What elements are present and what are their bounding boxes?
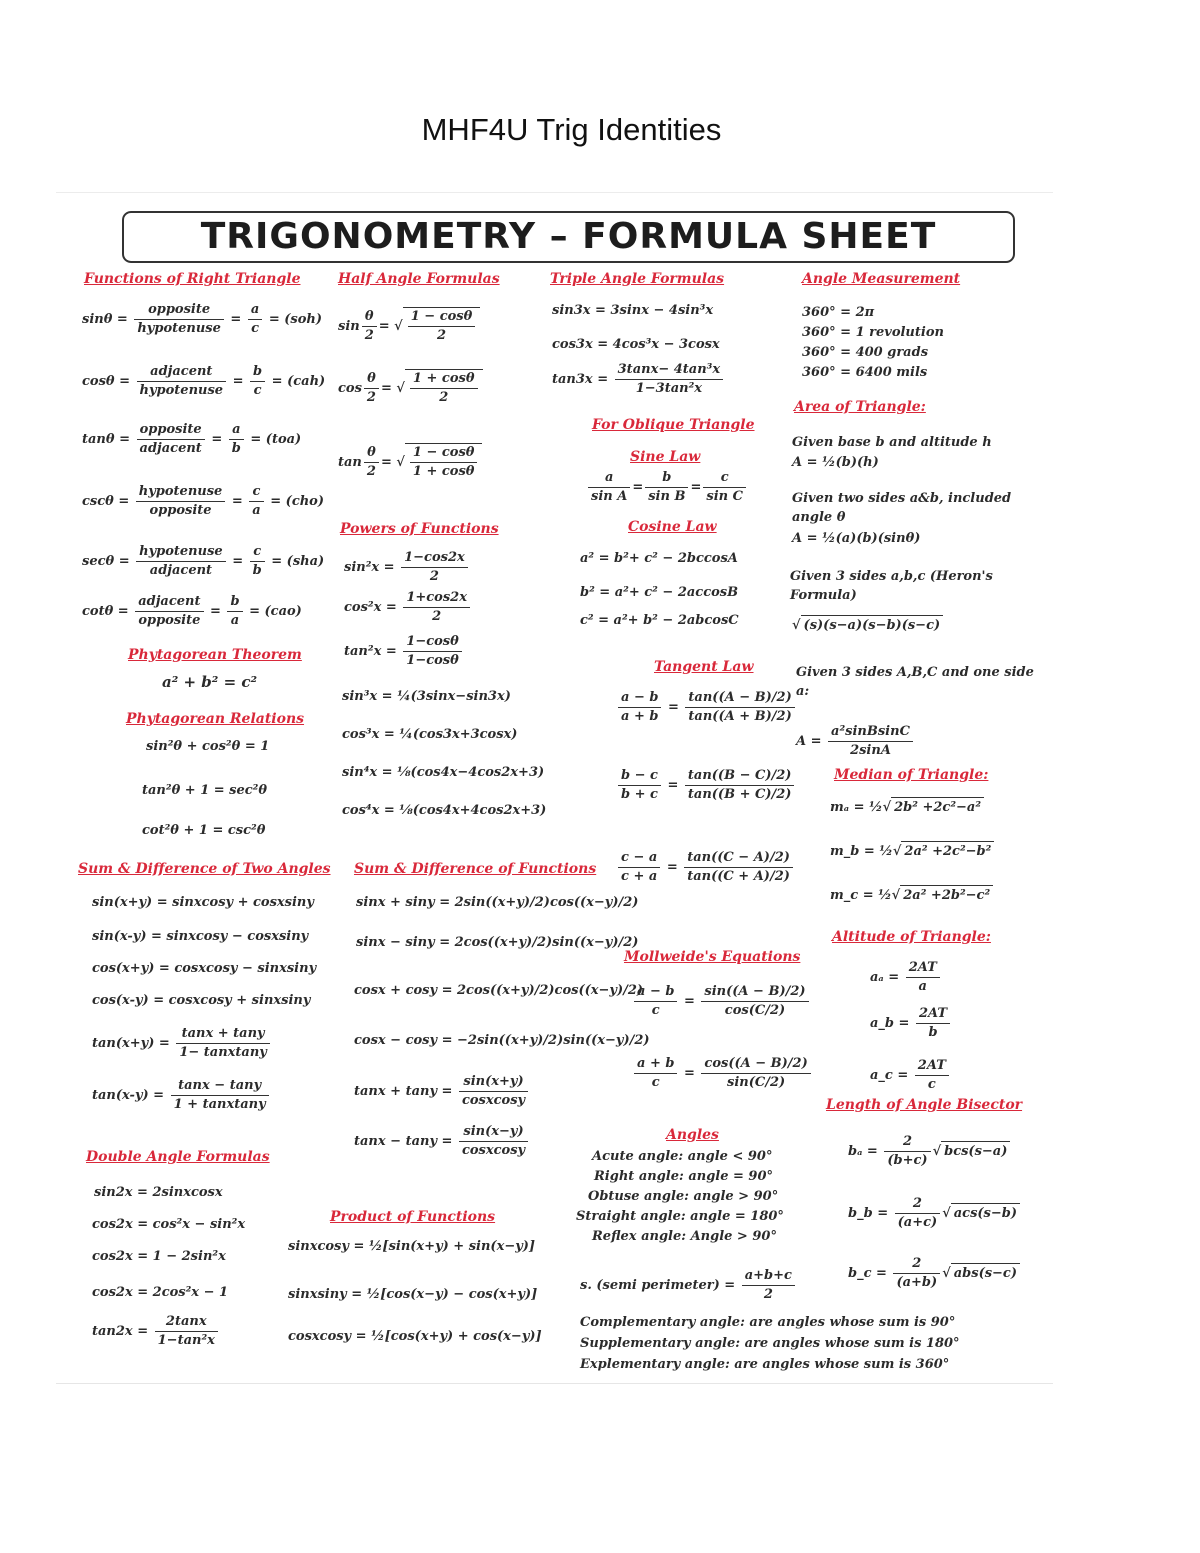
heading-angle-bisector: Length of Angle Bisector [826,1097,1023,1113]
tan-sum-formula: tan(x+y) = $\frac{\tan x + \tan y}{\text{1− tanxtany}}$ [92,1025,272,1062]
heading-oblique-triangle: For Oblique Triangle [592,417,755,433]
altitude-row: a_c = $\frac{2AT}{c}$ [870,1057,951,1094]
heading-sine-law: Sine Law [630,449,701,465]
double-angle-item: sin2x = 2sinxcosx [94,1185,223,1200]
angle-type: Right angle: angle = 90° [594,1169,774,1184]
tan2x-formula: tan2x = $\frac{2\tan x}{\text{1−tan²x}}$ [92,1313,220,1350]
formula-sheet-image [56,192,1053,1384]
complementary-angle: Complementary angle: are angles whose sum is 90° [580,1315,956,1330]
sheet-banner: TRIGONOMETRY – FORMULA SHEET [122,211,1015,263]
right-triangle-row: cosθ = $\frac{\text{adjacent}}{\text{hypotenuse}}$ = $\frac{b}{c}$ = (cah) [82,364,326,398]
pythagorean-theorem-formula: a² + b² = c² [162,673,258,691]
power-row: cos²x = $\frac{1+\cos 2x}{2}$ [344,589,472,626]
explementary-angle: Explementary angle: are angles whose sum is 360° [580,1357,950,1372]
sum-function-item: sinx + siny = 2sin((x+y)/2)cos((x−y)/2) [356,895,639,910]
tan3x-formula: tan3x = $\frac{\text{3tanx− 4tan³x}}{\text{1−3tan²x}}$ [552,361,725,398]
half-angle-row: cos $\frac{\theta}{2}$ = √ $\frac{1 + \cos\theta}{2}$ [338,369,483,407]
semi-perimeter-formula: s. (semi perimeter) = $\frac{a+b+c}{2}$ [580,1267,797,1304]
product-item: sinxsiny = ½[cos(x−y) − cos(x+y)] [288,1287,538,1302]
median-row: mₐ = ½√ 2b² +2c²−a² [830,797,984,817]
triple-angle-item: cos3x = 4cos³x − 3cosx [552,337,720,352]
power-item: cos³x = ¼(cos3x+3cosx) [342,727,518,742]
double-angle-item: cos2x = cos²x − sin²x [92,1217,246,1232]
angle-measurement-item: 360° = 1 revolution [802,325,944,340]
mollweide-row: $\frac{a + b}{c}$ = $\frac{\cos((A - B)/2)}{\sin(C/2)}$ [632,1055,813,1092]
right-triangle-row: cotθ = $\frac{\text{adjacent}}{\text{opposite}}$ = $\frac{b}{a}$ = (cao) [82,594,302,628]
tangent-law-row: $\frac{b - c}{b + c}$ = $\frac{\tan((B - C)/2)}{\tan((B + C)/2)}$ [616,767,796,804]
heading-sum-difference-angles: Sum & Difference of Two Angles [78,861,331,877]
supplementary-angle: Supplementary angle: are angles whose sum is 180° [580,1336,960,1351]
relation-item: sin²θ + cos²θ = 1 [146,739,270,754]
document-title: MHF4U Trig Identities [421,112,722,147]
right-triangle-row: secθ = $\frac{\text{hypotenuse}}{\text{adjacent}}$ = $\frac{c}{b}$ = (sha) [82,544,325,578]
heading-product: Product of Functions [330,1209,496,1225]
area-heron-text: Given 3 sides a,b,c (Heron's Formula) [790,569,993,603]
heading-pythagorean-theorem: Phytagorean Theorem [128,647,302,663]
altitude-row: aₐ = $\frac{2AT}{a}$ [870,959,942,996]
power-row: sin²x = $\frac{1-\cos 2x}{2}$ [344,549,470,586]
sum-function-item: cosx + cosy = 2cos((x+y)/2)cos((x−y)/2) [354,983,644,998]
tangent-law-row: $\frac{a - b}{a + b}$ = $\frac{\tan((A - B)/2)}{\tan((A + B)/2)}$ [616,689,797,726]
sum-angle-item: cos(x-y) = cosxcosy + sinxsiny [92,993,311,1008]
heading-area: Area of Triangle: [794,399,926,415]
sum-angle-item: sin(x+y) = sinxcosy + cosxsiny [92,895,314,910]
power-item: cos⁴x = ⅛(cos4x+4cos2x+3) [342,803,547,818]
area-sas-text: Given two sides a&b, included angle θ [792,491,1012,525]
power-item: sin³x = ¼(3sinx−sin3x) [342,689,511,704]
heading-triple-angle: Triple Angle Formulas [550,271,725,287]
sum-angle-item: sin(x-y) = sinxcosy − cosxsiny [92,929,309,944]
half-angle-row: sin $\frac{\theta}{2}$ = √ $\frac{1 - \cos\theta}{2}$ [338,307,480,345]
power-row: tan²x = $\frac{1-\cos\theta}{1-\cos\theta}$ [344,633,464,670]
tan-diff-formula: tan(x-y) = $\frac{\tan x - \tan y}{\text{1 + tanxtany}}$ [92,1077,271,1114]
right-triangle-row: cscθ = $\frac{\text{hypotenuse}}{\text{opposite}}$ = $\frac{c}{a}$ = (cho) [82,484,325,518]
cosine-law-item: b² = a²+ c² − 2accosB [580,585,739,600]
angle-type: Acute angle: angle < 90° [592,1149,773,1164]
heading-tangent-law: Tangent Law [654,659,754,675]
cosine-law-item: c² = a²+ b² − 2abcosC [580,613,739,628]
sum-function-item: sinx − siny = 2cos((x+y)/2)sin((x−y)/2) [356,935,639,950]
sine-law-formula: $\frac{a}{\text{sin A}}$ = $\frac{b}{\text{sin B}}$ = $\frac{c}{\text{sin C}}$ [586,469,748,506]
heading-cosine-law: Cosine Law [628,519,717,535]
heading-angle-measurement: Angle Measurement [802,271,961,287]
angle-type: Reflex angle: Angle > 90° [592,1229,777,1244]
angle-measurement-item: 360° = 6400 mils [802,365,928,380]
product-item: sinxcosy = ½[sin(x+y) + sin(x−y)] [288,1239,536,1254]
power-item: sin⁴x = ⅛(cos4x−4cos2x+3) [342,765,545,780]
sum-angle-item: cos(x+y) = cosxcosy − sinxsiny [92,961,317,976]
heading-median: Median of Triangle: [834,767,989,783]
triple-angle-item: sin3x = 3sinx − 4sin³x [552,303,714,318]
product-item: cosxcosy = ½[cos(x+y) + cos(x−y)] [288,1329,542,1344]
bisector-row: b_c = $\frac{2}{(a+b)}$ √ abs(s−c) [848,1255,1020,1292]
altitude-row: a_b = $\frac{2AT}{b}$ [870,1005,952,1042]
angle-measurement-item: 360° = 2π [802,305,875,320]
sum-function-item: cosx − cosy = −2sin((x+y)/2)sin((x−y)/2) [354,1033,650,1048]
mollweide-row: $\frac{a - b}{c}$ = $\frac{\sin((A - B)/2)}{\cos(C/2)}$ [632,983,811,1020]
heading-powers: Powers of Functions [340,521,499,537]
area-asa-text: Given 3 sides A,B,C and one side a: [796,665,1034,699]
tan-diff-function: tanx − tany = $\frac{\sin(x-y)}{\text{cosxcosy}}$ [354,1123,530,1160]
bisector-row: bₐ = $\frac{2}{(b+c)}$ √ bcs(s−a) [848,1133,1010,1170]
area-base-text: Given base b and altitude h [792,435,992,450]
double-angle-item: cos2x = 2cos²x − 1 [92,1285,229,1300]
heading-half-angle: Half Angle Formulas [338,271,500,287]
area-heron-formula: √ (s)(s−a)(s−b)(s−c) [792,615,943,635]
heading-angles: Angles [666,1127,719,1143]
heading-mollweide: Mollweide's Equations [624,949,801,965]
relation-item: cot²θ + 1 = csc²θ [142,823,266,838]
median-row: m_b = ½√ 2a² +2c²−b² [830,841,994,861]
tan-sum-function: tanx + tany = $\frac{\sin(x+y)}{\text{cosxcosy}}$ [354,1073,530,1110]
angle-measurement-item: 360° = 400 grads [802,345,929,360]
heading-pythagorean-relations: Phytagorean Relations [126,711,305,727]
heading-right-triangle: Functions of Right Triangle [84,271,301,287]
heading-altitude: Altitude of Triangle: [832,929,991,945]
bisector-row: b_b = $\frac{2}{(a+c)}$ √ acs(s−b) [848,1195,1020,1232]
right-triangle-row: sinθ = $\frac{\text{opposite}}{\text{hypotenuse}}$ = $\frac{a}{c}$ = (soh) [82,302,322,336]
double-angle-item: cos2x = 1 − 2sin²x [92,1249,226,1264]
area-base-formula: A = ½(b)(h) [792,455,879,470]
area-sas-formula: A = ½(a)(b)(sinθ) [792,531,921,546]
heading-double-angle: Double Angle Formulas [86,1149,270,1165]
tangent-law-row: $\frac{c - a}{c + a}$ = $\frac{\tan((C - A)/2)}{\tan((C + A)/2)}$ [616,849,795,886]
cosine-law-item: a² = b²+ c² − 2bccosA [580,551,738,566]
relation-item: tan²θ + 1 = sec²θ [142,783,268,798]
right-triangle-row: tanθ = $\frac{\text{opposite}}{\text{adjacent}}$ = $\frac{a}{b}$ = (toa) [82,422,302,456]
heading-sum-difference-functions: Sum & Difference of Functions [354,861,597,877]
angle-type: Obtuse angle: angle > 90° [588,1189,779,1204]
half-angle-row: tan $\frac{\theta}{2}$ = √ $\frac{1 - \cos\theta}{1 + \cos\theta}$ [338,443,482,481]
area-asa-formula: A = $\frac{\text{a²sinBsinC}}{2\sin A}$ [796,723,915,760]
median-row: m_c = ½√ 2a² +2b²−c² [830,885,993,905]
angle-type: Straight angle: angle = 180° [576,1209,784,1224]
